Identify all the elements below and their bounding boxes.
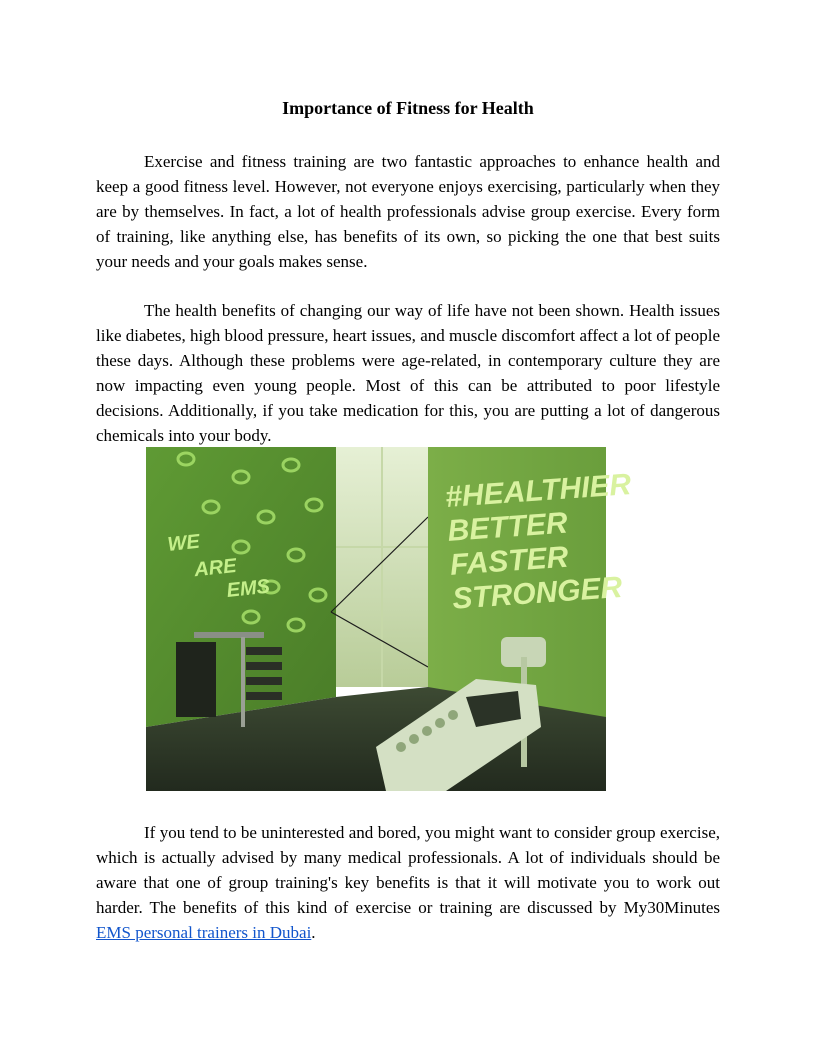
wall-text-ems: EMS	[225, 575, 271, 603]
document-title: Importance of Fitness for Health	[282, 98, 534, 118]
wall-text-better: BETTER	[446, 506, 569, 548]
document-page	[96, 94, 720, 448]
gym-photo	[146, 447, 633, 791]
paragraph-group-exercise-text: If you tend to be uninterested and bored, you might want to consider group exercise, which is actually advised by many medical professionals. A lot of individuals should be aware that one of group training's key benefits is that it will motivate you to work out harder. The benefits of this kind of exercise or training are discussed by My30Minutes	[96, 823, 720, 917]
wall-text-are: ARE	[193, 554, 238, 582]
document-page-continued	[96, 820, 720, 945]
wall-text-healthier: #HEALTHIER	[444, 468, 633, 514]
paragraph-health-benefits: The health benefits of changing our way of life have not been shown. Health issues like diabetes, high blood pressure, heart issues, and muscle discomfort affect a lot of people these days. Although these problems were age-related, in contemporary culture they are now impacting even young people. Most of this can be attributed to poor lifestyle decisions. Additionally, if you take medication for this, you are putting a lot of dangerous chemicals into your body.	[96, 301, 720, 445]
paragraph-group-exercise	[96, 820, 720, 945]
wall-text-faster: FASTER	[448, 540, 570, 582]
paragraph-intro: Exercise and fitness training are two fantastic approaches to enhance health and keep a good fitness level. However, not everyone enjoys exercising, particularly when they are by themselves. In fact, a lot of health professionals advise group exercise. Every form of training, like anything else, has benefits of its own, so picking the one that best suits your needs and your goals makes sense.	[96, 152, 720, 271]
wall-text-we: WE	[166, 530, 201, 556]
ems-trainers-link[interactable]: EMS personal trainers in Dubai	[96, 923, 312, 942]
paragraph-end-period: .	[311, 923, 316, 942]
wall-text-stronger: STRONGER	[451, 570, 624, 616]
